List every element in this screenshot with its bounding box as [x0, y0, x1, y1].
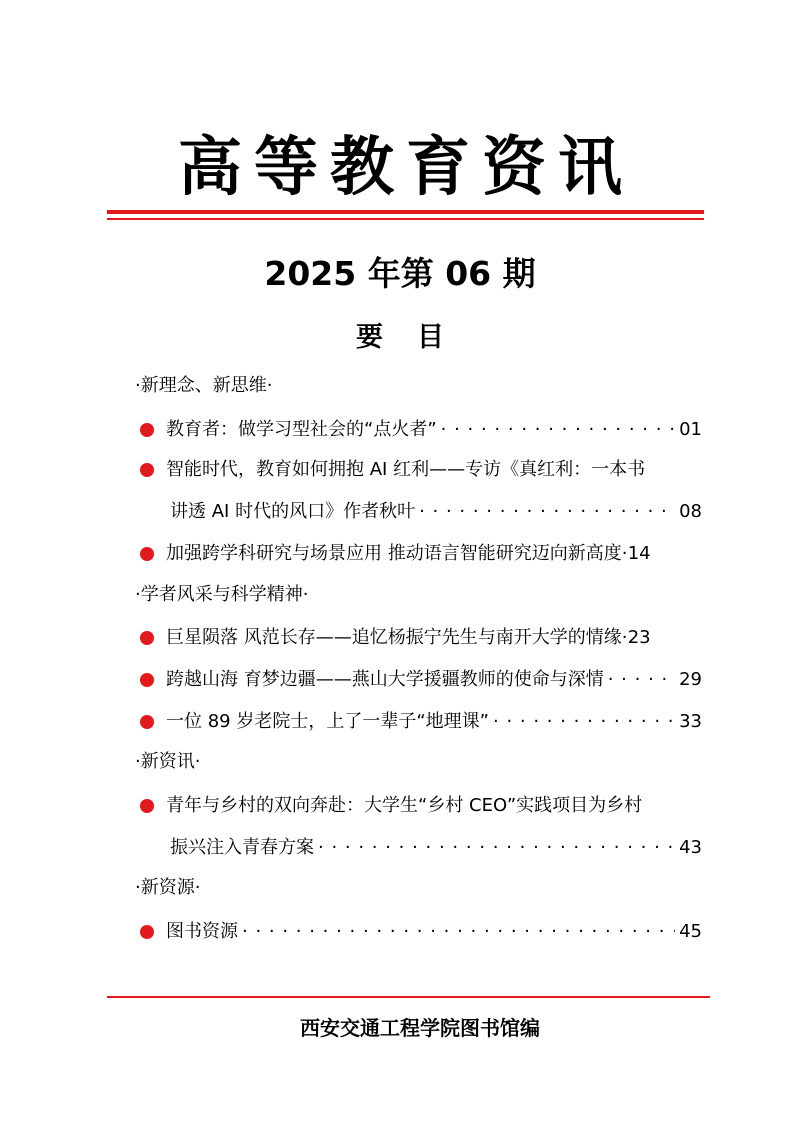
bullet-dot-icon	[140, 631, 154, 645]
publication-title: 高等教育资讯	[178, 131, 634, 205]
leader-dots	[441, 418, 675, 442]
entry-title: 教育者：做学习型社会的“点火者”	[166, 419, 437, 440]
entry-title: 巨星陨落 风范长存——追忆杨振宁先生与南开大学的情缘	[166, 627, 622, 648]
section-heading-resources: ·新资源·	[135, 877, 201, 898]
bullet-dot-icon	[140, 463, 154, 477]
leader-dots	[419, 500, 675, 524]
entry-title: 图书资源	[166, 921, 238, 942]
leader-dots	[608, 668, 675, 692]
section-heading-news: ·新资讯·	[135, 751, 201, 772]
entry-page: 45	[679, 921, 702, 942]
leader-dots	[493, 710, 675, 734]
entry-title: 跨越山海 育梦边疆——燕山大学援疆教师的使命与深情	[166, 669, 604, 690]
entry-title-line2: 振兴注入青春方案	[170, 837, 314, 858]
leader-dots	[242, 920, 675, 944]
bullet-dot-icon	[140, 925, 154, 939]
entry-page: 23	[627, 627, 651, 648]
section-heading-scholars: ·学者风采与科学精神·	[135, 584, 309, 605]
section-heading-new-ideas: ·新理念、新思维·	[135, 375, 273, 396]
bullet-dot-icon	[140, 715, 154, 729]
entry-title-line1: 智能时代，教育如何拥抱 AI 红利——专访《真红利：一本书	[166, 459, 646, 480]
entry-page: 43	[679, 837, 702, 858]
footer-rule	[107, 996, 710, 998]
bullet-dot-icon	[140, 673, 154, 687]
entry-page: 14	[627, 543, 651, 564]
bullet-dot-icon	[140, 547, 154, 561]
issue-number: 2025 年第 06 期	[264, 254, 536, 293]
entry-title-line1: 青年与乡村的双向奔赴：大学生“乡村 CEO”实践项目为乡村	[166, 795, 643, 816]
header-rule-thick	[107, 210, 704, 214]
leader-dots	[318, 836, 675, 860]
entry-page: 01	[679, 419, 702, 440]
publisher-name: 西安交通工程学院图书馆编	[300, 1016, 540, 1040]
bullet-dot-icon	[140, 799, 154, 813]
entry-page: 33	[679, 711, 702, 732]
bullet-dot-icon	[140, 423, 154, 437]
header-rule-thin	[107, 218, 704, 220]
entry-page: 29	[679, 669, 702, 690]
entry-title: 加强跨学科研究与场景应用 推动语言智能研究迈向新高度	[166, 543, 622, 564]
entry-title-line2: 讲透 AI 时代的风口》作者秋叶	[170, 501, 416, 522]
entry-page: 08	[679, 501, 702, 522]
entry-title: 一位 89 岁老院士，上了一辈子“地理课”	[166, 711, 489, 732]
contents-heading: 要目	[356, 322, 478, 353]
